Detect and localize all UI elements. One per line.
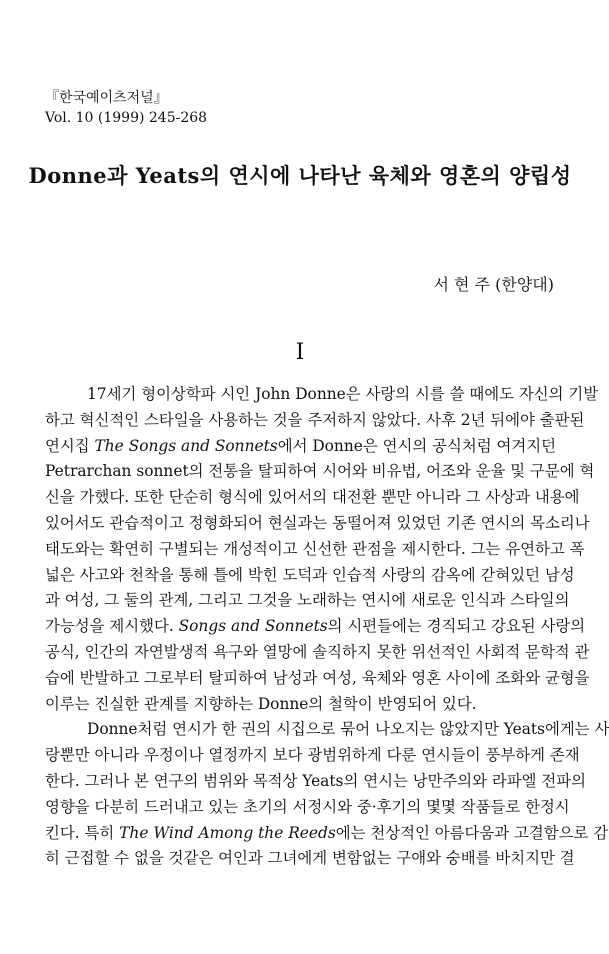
- body-line: [45, 614, 586, 640]
- paper-title: Donne과 Yeats의 연시에 나타난 육체와 영혼의 양립성: [28, 163, 572, 188]
- text-run: 한다. 그러나 본 연구의 범위와 목적상 Yeats의 연시는 낭만주의와 라파엘 전파의: [45, 771, 587, 790]
- journal-name: 『한국예이츠저널』: [45, 90, 168, 106]
- text-run: 넓은 사고와 천착을 통해 틀에 박힌 도덕과 인습적 사랑의 감옥에 갇혀있던 남성: [45, 565, 575, 584]
- text-run: 영향을 다분히 드러내고 있는 초기의 서정시와 중·후기의 몇몇 작품들로 한정시: [45, 797, 570, 816]
- body-line: [45, 640, 590, 666]
- body-line: [45, 821, 609, 847]
- body-line: [45, 459, 595, 485]
- text-run: 과 여성, 그 둘의 관계, 그리고 그것을 노래하는 연시에 새로운 인식과 스타일의: [45, 591, 570, 610]
- text-run: 이루는 진실한 관계를 지향하는 Donne의 철학이 반영되어 있다.: [45, 694, 477, 713]
- body-line: [45, 382, 599, 408]
- text-run: 있어서도 관습적이고 정형화되어 현실과는 동떨어져 있었던 기존 연시의 목소리나: [45, 513, 590, 532]
- body-line: [45, 666, 590, 692]
- text-run: Petrarchan sonnet의 전통을 탈피하여 시어와 비유법, 어조와 운율 및 구문에 혁: [45, 462, 595, 481]
- italic-title: The Wind Among the Reeds: [119, 823, 336, 842]
- text-run: 신을 가했다. 또한 단순히 형식에 있어서의 대전환 뿐만 아니라 그 사상과 내용에: [45, 488, 580, 507]
- body-line: [45, 769, 587, 795]
- text-run: 가능성을 제시했다.: [45, 617, 179, 636]
- body-line: [45, 563, 575, 589]
- text-run: 태도와는 확연히 구별되는 개성적이고 신선한 관점을 제시한다. 그는 유연하고 폭: [45, 539, 585, 558]
- body-line: [45, 485, 580, 511]
- text-run: 공식, 인간의 자연발생적 욕구와 열망에 솔직하지 못한 위선적인 사회적 문학적 관: [45, 642, 590, 661]
- body-line: [45, 588, 570, 614]
- text-run: 17세기 형이상학파 시인 John Donne은 사랑의 시를 쓸 때에도 자신의 기발: [87, 385, 599, 403]
- text-run: 습에 반발하고 그로부터 탈피하여 남성과 여성, 육체와 영혼 사이에 조화와 균형을: [45, 668, 590, 687]
- italic-title: Songs and Sonnets: [178, 617, 328, 636]
- text-run: 랑뿐만 아니라 우정이나 열정까지 보다 광범위하게 다룬 연시들이 풍부하게 존재: [45, 746, 580, 765]
- section-heading: I: [295, 340, 305, 365]
- body-line: [45, 434, 555, 460]
- body-text: [45, 382, 609, 872]
- body-line: [45, 795, 570, 821]
- body-line: [45, 408, 585, 434]
- text-run: 연시집: [45, 436, 95, 455]
- text-run: Donne처럼 연시가 한 권의 시집으로 묶어 나오지는 않았지만 Yeats에게는 사: [87, 720, 609, 739]
- italic-title: The Songs and Sonnets: [94, 436, 278, 455]
- author-line: 서 현 주 (한양대): [433, 275, 554, 294]
- body-line: [45, 511, 590, 537]
- body-line: [45, 692, 555, 718]
- text-run: 하고 혁신적인 스타일을 사용하는 것을 주저하지 않았다. 사후 2년 뒤에야 출판된: [45, 410, 585, 429]
- text-run: 킨다. 특히: [45, 823, 120, 842]
- text-run: 의 시편들에는 경직되고 강요된 사랑의: [327, 617, 586, 636]
- journal-volume: Vol. 10 (1999) 245-268: [45, 110, 208, 126]
- body-line: [45, 846, 575, 872]
- text-run: 에는 천상적인 아름다움과 고결함으로 감: [335, 823, 609, 842]
- journal-header: [45, 88, 207, 128]
- text-run: 히 근접할 수 없을 것같은 여인과 그녀에게 변함없는 구애와 숭배를 바치지만 결: [45, 849, 575, 868]
- body-line: [45, 717, 609, 743]
- body-line: [45, 537, 585, 563]
- body-line: [45, 743, 580, 769]
- text-run: 에서 Donne은 연시의 공식처럼 여겨지던: [277, 436, 556, 455]
